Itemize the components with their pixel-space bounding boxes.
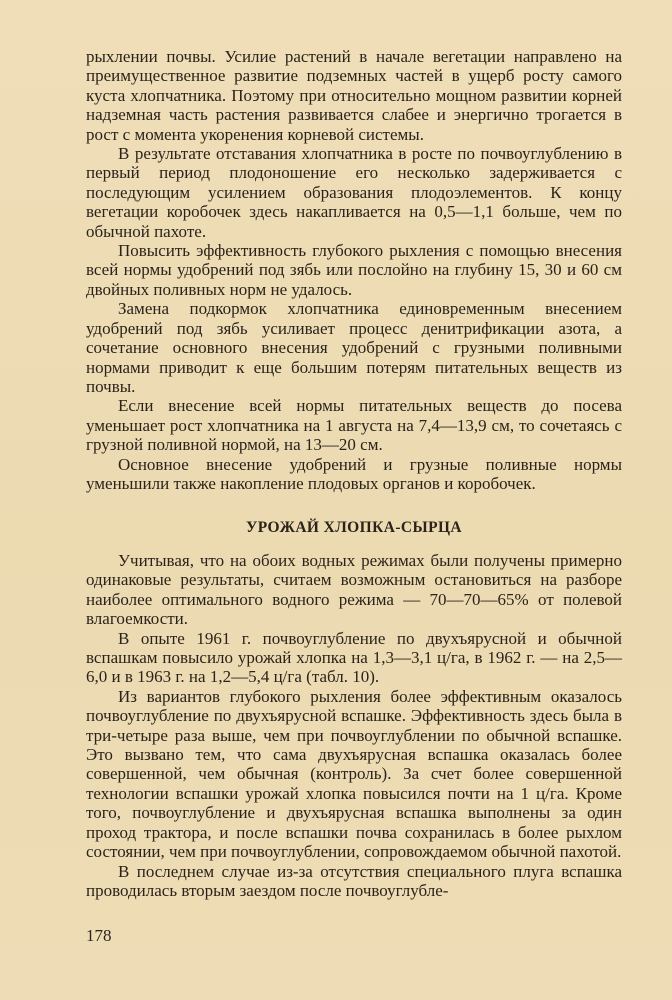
paragraph: В последнем случае из-за отсутствия специального плуга вспашка проводилась вторым заездом после почвоуглубле- — [86, 861, 622, 900]
paragraph: Повысить эффективность глубокого рыхления с помощью внесения всей нормы удобрений под зябь или послойно на глубину 15, 30 и 60 см двойных поливных норм не удалось. — [86, 241, 622, 299]
paragraph: Из вариантов глубокого рыхления более эффективным оказалось почвоуглубление по двухъярусной вспашке. Эффективность здесь была в три-четыре раза выше, чем при почвоуглублении по обычной вспашке. Это вызвано тем, что сама двухъярусная вспашка оказалась более совершенной, чем обычная (контроль). За счет более совершенной технологии вспашки урожай хлопка повысился почти на 1 ц/га. Кроме того, почвоуглубление и двухъярусная вспашка выполнены за один проход трактора, и после вспашки почва сохранилась в более рыхлом состоянии, чем при почвоуглублении, сопровождаемом обычной пахотой. — [86, 686, 622, 862]
section-heading: УРОЖАЙ ХЛОПКА-СЫРЦА — [245, 519, 463, 536]
page-number: 178 — [86, 926, 112, 945]
text-block-top — [86, 47, 622, 493]
paragraph: Учитывая, что на обоих водных режимах были получены примерно одинаковые результаты, считаем возможным остановиться на разборе наиболее оптимального водного режима — 70—70—65% от полевой влагоемкости. — [86, 551, 622, 629]
text-block-bottom — [86, 551, 622, 900]
paragraph: Если внесение всей нормы питательных веществ до посева уменьшает рост хлопчатника на 1 августа на 7,4—13,9 см, то сочетаясь с грузной поливной нормой, на 13—20 см. — [86, 396, 622, 455]
paragraph: рыхлении почвы. Усилие растений в начале вегетации направлено на преимущественное развитие подземных частей в ущерб росту самого куста хлопчатника. Поэтому при относительно мощном развитии корней надземная часть растения развивается слабее и энергично трогается в рост с момента укоренения корневой системы. — [86, 47, 622, 144]
paragraph: Основное внесение удобрений и грузные поливные нормы уменьшили также накопление плодовых органов и коробочек. — [86, 454, 622, 493]
paragraph: В результате отставания хлопчатника в росте по почвоуглублению в первый период плодоношение его несколько задерживается с последующим усилением образования плодоэлементов. К концу вегетации коробочек здесь накапливается на 0,5—1,1 больше, чем по обычной пахоте. — [86, 144, 622, 241]
paragraph: Замена подкормок хлопчатника единовременным внесением удобрений под зябь усиливает процесс денитрификации азота, а сочетание основного внесения удобрений с грузными поливными нормами приводит к еще большим потерям питательных веществ из почвы. — [86, 299, 622, 396]
paragraph: В опыте 1961 г. почвоуглубление по двухъярусной и обычной вспашкам повысило урожай хлопка на 1,3—3,1 ц/га, в 1962 г. — на 2,5—6,0 и в 1963 г. на 1,2—5,4 ц/га (табл. 10). — [86, 628, 622, 687]
